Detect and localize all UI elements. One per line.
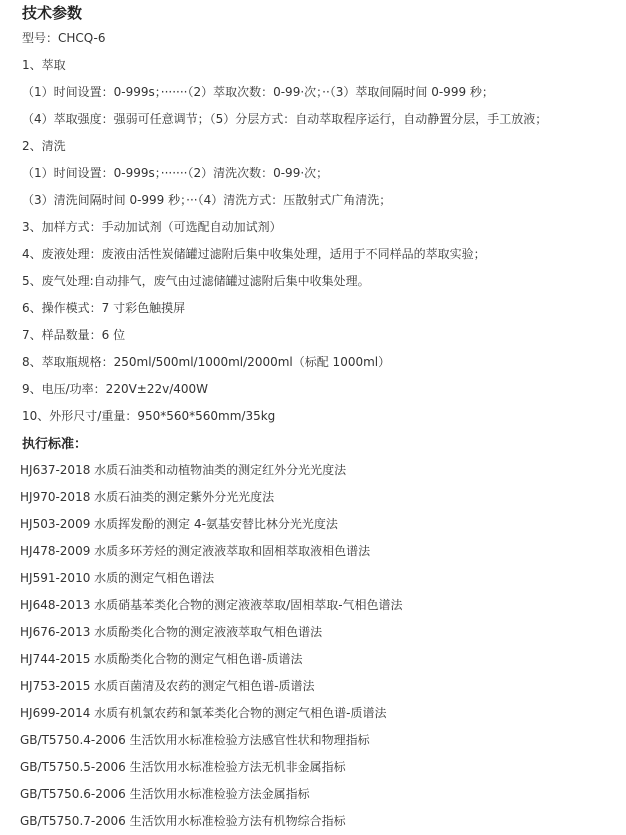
param-line: （4）萃取强度：强弱可任意调节；（5）分层方式：自动萃取程序运行，自动静置分层，手工放液；: [22, 112, 548, 126]
standard-item: GB/T5750.5-2006 生活饮用水标准检验方法无机非金属指标: [20, 760, 346, 774]
param-line: （3）清洗间隔时间 0-999 秒；···（4）清洗方式：压散射式广角清洗；: [22, 193, 392, 207]
standard-item: HJ591-2010 水质的测定气相色谱法: [20, 571, 215, 585]
param-line: 7、样品数量：6 位: [22, 328, 126, 342]
standard-item: GB/T5750.7-2006 生活饮用水标准检验方法有机物综合指标: [20, 814, 346, 828]
standard-item: HJ970-2018 水质石油类的测定紫外分光光度法: [20, 490, 275, 504]
standard-item: HJ637-2018 水质石油类和动植物油类的测定红外分光光度法: [20, 463, 347, 477]
standard-item: HJ676-2013 水质酚类化合物的测定液液萃取气相色谱法: [20, 625, 323, 639]
model-line: 型号：CHCQ-6: [22, 31, 106, 45]
standard-item: GB/T5750.6-2006 生活饮用水标准检验方法金属指标: [20, 787, 310, 801]
standard-item: HJ478-2009 水质多环芳烃的测定液液萃取和固相萃取液相色谱法: [20, 544, 371, 558]
standard-item: HJ503-2009 水质挥发酚的测定 4-氨基安替比林分光光度法: [20, 517, 338, 531]
param-line: 8、萃取瓶规格：250ml/500ml/1000ml/2000ml（标配 1000ml）: [22, 355, 391, 369]
standard-item: HJ744-2015 水质酚类化合物的测定气相色谱-质谱法: [20, 652, 303, 666]
standard-item: HJ753-2015 水质百菌清及农药的测定气相色谱-质谱法: [20, 679, 315, 693]
page-title: 技术参数: [22, 4, 83, 22]
param-line: 4、废液处理：废液由活性炭储罐过滤附后集中收集处理，适用于不同样品的萃取实验；: [22, 247, 486, 261]
param-line: （1）时间设置：0-999s；·······（2）清洗次数：0-99·次；: [22, 166, 329, 180]
section-heading-cleaning: 2、清洗: [22, 139, 66, 153]
param-line: 6、操作模式：7 寸彩色触摸屏: [22, 301, 186, 315]
standard-item: GB/T5750.4-2006 生活饮用水标准检验方法感官性状和物理指标: [20, 733, 370, 747]
param-line: 10、外形尺寸/重量：950*560*560mm/35kg: [22, 409, 276, 423]
standard-item: HJ699-2014 水质有机氯农药和氯苯类化合物的测定气相色谱-质谱法: [20, 706, 387, 720]
param-line: 3、加样方式：手动加试剂（可选配自动加试剂）: [22, 220, 282, 234]
param-line: 9、电压/功率：220V±22v/400W: [22, 382, 209, 396]
standards-title: 执行标准：: [22, 437, 88, 452]
param-line: 5、废气处理:自动排气，废气由过滤储罐过滤附后集中收集处理。: [22, 274, 370, 288]
section-heading-extraction: 1、萃取: [22, 58, 66, 72]
standard-item: HJ648-2013 水质硝基苯类化合物的测定液液萃取/固相萃取-气相色谱法: [20, 598, 403, 612]
param-line: （1）时间设置：0-999s；·······（2）萃取次数：0-99·次；··（3）萃取间隔时间 0-999 秒；: [22, 85, 494, 99]
